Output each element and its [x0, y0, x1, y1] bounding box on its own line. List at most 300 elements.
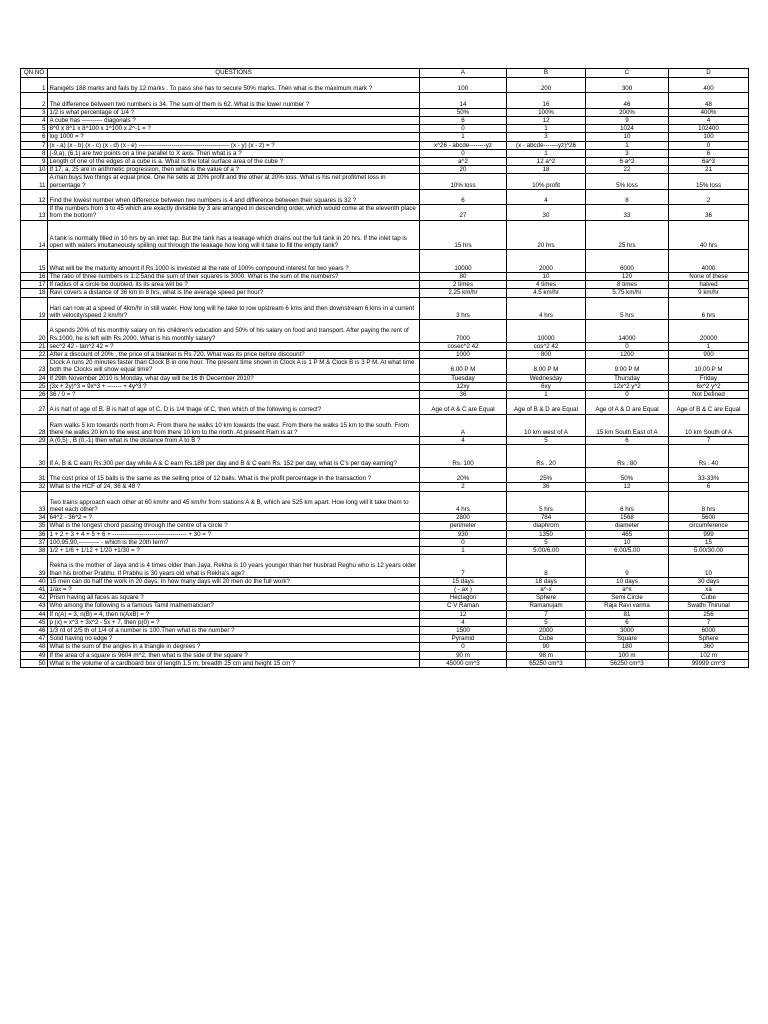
option-c: 8	[586, 189, 669, 204]
option-d: 400%	[669, 108, 749, 116]
option-a: perimeter	[420, 522, 507, 530]
option-a: ( - ax )	[420, 586, 507, 594]
option-b: Cube	[507, 635, 586, 643]
option-d: 40 hrs	[669, 220, 749, 250]
table-row	[21, 538, 749, 546]
option-b: 5	[507, 618, 586, 626]
option-c: 56250 cm^3	[586, 659, 669, 667]
table-row	[21, 78, 749, 93]
question-number: 39	[21, 555, 48, 578]
option-c: 25 hrs	[586, 220, 669, 250]
table-row	[21, 635, 749, 643]
question-number: 9	[21, 158, 48, 166]
option-b: 7	[507, 610, 586, 618]
option-a: a^2	[420, 158, 507, 166]
option-b: Wednesday	[507, 374, 586, 382]
table-row	[21, 250, 749, 273]
question-number: 31	[21, 468, 48, 483]
option-b: 18 days	[507, 577, 586, 585]
question-number: 10	[21, 166, 48, 174]
question-number: 46	[21, 627, 48, 635]
question-number: 2	[21, 93, 48, 108]
option-a: 3 hrs	[420, 297, 507, 320]
option-b: 12	[507, 116, 586, 124]
option-c: 46	[586, 93, 669, 108]
option-b: 90	[507, 643, 586, 651]
question-text: (x - a) (x - b) (x - c) (x - d) (x - e) -------------------------------------------- (x - y) (x - z) = ?	[48, 141, 420, 149]
table-row	[21, 555, 749, 578]
option-a: Age of A & C are Equal	[420, 399, 507, 414]
option-a: 4	[420, 437, 507, 445]
option-d: 7	[669, 437, 749, 445]
option-c: 9	[586, 116, 669, 124]
question-number: 13	[21, 205, 48, 220]
option-a: A	[420, 414, 507, 437]
option-a: 14	[420, 93, 507, 108]
question-number: 38	[21, 547, 48, 555]
option-c: diameter	[586, 522, 669, 530]
question-number: 47	[21, 635, 48, 643]
question-text: What is the sum of the angles in a triangle in degrees ?	[48, 643, 420, 651]
table-row	[21, 530, 749, 538]
option-c: 6000	[586, 250, 669, 273]
option-b: Sphere	[507, 594, 586, 602]
option-b: 36	[507, 483, 586, 491]
question-text: log 1000 = ?	[48, 133, 420, 141]
option-d: 36	[669, 205, 749, 220]
option-a: 6	[420, 189, 507, 204]
question-text: 1/2 is what percentage of 1/4 ?	[48, 108, 420, 116]
option-a: 1	[420, 547, 507, 555]
table-row	[21, 189, 749, 204]
question-text: Length of one of the edges of a cube is a. What is the total surface area of the cube ?	[48, 158, 420, 166]
table-row	[21, 437, 749, 445]
option-c: 6	[586, 437, 669, 445]
option-a: 36	[420, 391, 507, 399]
question-number: 25	[21, 382, 48, 390]
option-b: 5	[507, 437, 586, 445]
option-a: C V Raman	[420, 602, 507, 610]
question-text: After a discount of 20% , the price of a blanket is Rs 720. What was its price before discount?	[48, 351, 420, 359]
table-row	[21, 281, 749, 289]
option-d: Sphere	[669, 635, 749, 643]
question-number: 41	[21, 586, 48, 594]
option-c: 12x^2 y^2	[586, 382, 669, 390]
option-b: 1350	[507, 530, 586, 538]
option-b: 10 km west of A	[507, 414, 586, 437]
option-c: 6	[586, 618, 669, 626]
option-a: 2.25 km/hr	[420, 289, 507, 297]
question-text: Two trains approach each other at 60 km/hr and 45 km/hr from stations A & B, which are 525 km apart. How long will it take them to meet each other?	[48, 491, 420, 514]
option-c: 0	[586, 391, 669, 399]
option-d: 4000	[669, 250, 749, 273]
table-row	[21, 93, 749, 108]
question-number: 17	[21, 281, 48, 289]
option-d: 6x^2 y^2	[669, 382, 749, 390]
option-d: 33-33%	[669, 468, 749, 483]
option-d: 400	[669, 78, 749, 93]
option-c: 1200	[586, 351, 669, 359]
option-d: 9 km/hr	[669, 289, 749, 297]
option-a: 80	[420, 273, 507, 281]
question-table	[20, 68, 749, 668]
header-qn-no: QN NO	[21, 69, 48, 78]
option-c: 6 a^2	[586, 158, 669, 166]
option-d: Age of B & C are Equal	[669, 399, 749, 414]
option-b: 3	[507, 133, 586, 141]
question-number: 15	[21, 250, 48, 273]
option-d: 6	[669, 483, 749, 491]
question-text: What is the volume of a cardboard box of length 1.5 m, breadth 25 cm and height 15 cm ?	[48, 659, 420, 667]
option-b: Ramanujam	[507, 602, 586, 610]
option-b: 2000	[507, 627, 586, 635]
option-a: 20%	[420, 468, 507, 483]
question-number: 4	[21, 116, 48, 124]
option-a: 15 hrs	[420, 220, 507, 250]
option-d: Friday	[669, 374, 749, 382]
question-number: 3	[21, 108, 48, 116]
question-number: 6	[21, 133, 48, 141]
option-d: 102400	[669, 125, 749, 133]
question-text: What is the longest chord passing through the centre of a circle ?	[48, 522, 420, 530]
option-a: 27	[420, 205, 507, 220]
option-a: 12xy	[420, 382, 507, 390]
table-row	[21, 320, 749, 343]
option-c: 14000	[586, 320, 669, 343]
option-a: cosec^2 42	[420, 342, 507, 350]
option-c: 3	[586, 149, 669, 157]
question-text: p (x) = x^3 + 3x^2 - 5x + 7, then p(0) = ?	[48, 618, 420, 626]
option-d: 4	[669, 116, 749, 124]
option-d: circumference	[669, 522, 749, 530]
option-c: Raja Ravi varma	[586, 602, 669, 610]
option-a: 2 times	[420, 281, 507, 289]
option-a: 2800	[420, 514, 507, 522]
option-d: 6	[669, 149, 749, 157]
question-text: 1/2 + 1/6 + 1/12 + 1/20 +1/30 = ?	[48, 547, 420, 555]
table-row	[21, 618, 749, 626]
question-text: The difference between two numbers is 34. The sum of them is 62. What is the lower number ?	[48, 93, 420, 108]
option-c: 200%	[586, 108, 669, 116]
table-row	[21, 166, 749, 174]
option-b: 10000	[507, 320, 586, 343]
option-b: 5 hrs	[507, 491, 586, 514]
option-d: 360	[669, 643, 749, 651]
question-text: Find the lowest number when difference between two numbers is 4 and difference between their squares is 32 ?	[48, 189, 420, 204]
option-b: 10% profit	[507, 174, 586, 189]
table-row	[21, 514, 749, 522]
option-d: Rs . 40	[669, 445, 749, 468]
option-a: 6.00 P M	[420, 359, 507, 374]
question-text: 1/3 rd of 2/5 th of 1/4 of a number is 100.Then what is the number ?	[48, 627, 420, 635]
option-a: 90 m	[420, 651, 507, 659]
option-c: 465	[586, 530, 669, 538]
option-d: 10 km South of A	[669, 414, 749, 437]
option-d: 20000	[669, 320, 749, 343]
option-a: 0	[420, 149, 507, 157]
question-number: 12	[21, 189, 48, 204]
option-c: 81	[586, 610, 669, 618]
option-c: 1	[586, 141, 669, 149]
option-d: Swathi Thirunal	[669, 602, 749, 610]
question-number: 30	[21, 445, 48, 468]
option-a: 12	[420, 610, 507, 618]
option-d: 5600	[669, 514, 749, 522]
question-text: Ram walks 5 km towards north from A. From there he walks 10 km towards the east. From there he walks 15 km to the south. From there he walks 20 km to the west and from there 10 km to the north. At present Ram is at ?	[48, 414, 420, 437]
option-a: 15 days	[420, 577, 507, 585]
option-b: 100%	[507, 108, 586, 116]
table-row	[21, 382, 749, 390]
option-b: 5.00/6.00	[507, 547, 586, 555]
option-a: 45000 cm^3	[420, 659, 507, 667]
table-row	[21, 133, 749, 141]
option-d: 21	[669, 166, 749, 174]
option-b: 4 hrs	[507, 297, 586, 320]
option-d: 6 hrs	[669, 297, 749, 320]
table-row	[21, 220, 749, 250]
option-c: Square	[586, 635, 669, 643]
question-number: 26	[21, 391, 48, 399]
option-d: 999	[669, 530, 749, 538]
option-a: Hectagon	[420, 594, 507, 602]
question-text: A cube has ---------- diagonals ?	[48, 116, 420, 124]
table-row	[21, 273, 749, 281]
question-number: 42	[21, 594, 48, 602]
question-number: 49	[21, 651, 48, 659]
option-d: 0	[669, 141, 749, 149]
question-text: If n(A) = 3, n(B) = 4, then n(AxB) = ?	[48, 610, 420, 618]
option-d: 30 days	[669, 577, 749, 585]
option-d: 48	[669, 93, 749, 108]
option-a: 1000	[420, 351, 507, 359]
question-number: 32	[21, 483, 48, 491]
option-d: 99999 cm^3	[669, 659, 749, 667]
option-c: 3000	[586, 627, 669, 635]
question-text: Clock A runs 20 minutes faster than Clock B in one hour. The present time shown in Clock A is 1 P M & Clock B is 3 P M. At what time both the Clocks will show equal time?	[48, 359, 420, 374]
question-number: 33	[21, 491, 48, 514]
question-text: (-9,a), (6,1) are two points on a line parallel to X axis. Then what is a ?	[48, 149, 420, 157]
option-d: None of these	[669, 273, 749, 281]
option-b: 30	[507, 205, 586, 220]
option-d: 10	[669, 555, 749, 578]
option-a: 100	[420, 78, 507, 93]
table-row	[21, 547, 749, 555]
table-row	[21, 141, 749, 149]
option-b: 12 a^2	[507, 158, 586, 166]
question-text: Rekha is the mother of Jaya and is 4 times older than Jaya. Rekha is 10 years younger than her husbrad Reghu who is 12 years older than his brother Prabhu. If Prabhu is 30 years old what is Rekha's age?	[48, 555, 420, 578]
option-d: 5.00/30.00	[669, 547, 749, 555]
option-d: 6a^3	[669, 158, 749, 166]
table-row	[21, 374, 749, 382]
question-number: 40	[21, 577, 48, 585]
option-a: 0	[420, 538, 507, 546]
table-row	[21, 125, 749, 133]
option-a: 4	[420, 618, 507, 626]
question-number: 5	[21, 125, 48, 133]
option-d: 15	[669, 538, 749, 546]
question-text: 1 + 2 + 3 + 4 + 5 + 6 + ------------------------------------ + 30 = ?	[48, 530, 420, 538]
question-number: 36	[21, 530, 48, 538]
option-c: 0	[586, 342, 669, 350]
option-a: 7	[420, 555, 507, 578]
table-row	[21, 174, 749, 189]
option-c: 120	[586, 273, 669, 281]
question-text: sec^2 42 - tan^2 42 = ?	[48, 342, 420, 350]
option-c: 10	[586, 538, 669, 546]
question-number: 35	[21, 522, 48, 530]
question-number: 7	[21, 141, 48, 149]
table-row	[21, 651, 749, 659]
question-text: (3x + 2y)^3 = 9x^3 + ------- + 4y^3 ?	[48, 382, 420, 390]
question-text: The ratio of three numbers is 1:2:5and the sum of their squares is 3000. What is the sum of the numbers?	[48, 273, 420, 281]
option-c: 5.75 km/hr	[586, 289, 669, 297]
option-c: 50%	[586, 468, 669, 483]
option-b: 16	[507, 93, 586, 108]
question-text: If 17, a, 25 are in arithmetic progression, then what is the value of a ?	[48, 166, 420, 174]
option-c: 300	[586, 78, 669, 93]
option-c: a^x	[586, 586, 669, 594]
option-d: halved	[669, 281, 749, 289]
question-text: If radius of a circle be doubled, its its area will be ?	[48, 281, 420, 289]
question-text: What will be the maturity amount if Rs.1000 is invested at the rate of 100% compound interest for two years ?	[48, 250, 420, 273]
option-a: 10000	[420, 250, 507, 273]
question-text: Solid having no edge ?	[48, 635, 420, 643]
table-row	[21, 577, 749, 585]
question-number: 22	[21, 351, 48, 359]
question-text: If the area of a square is 9604 m^2, then what is the side of the square ?	[48, 651, 420, 659]
question-number: 18	[21, 289, 48, 297]
option-b: diaphrom	[507, 522, 586, 530]
option-b: 1	[507, 125, 586, 133]
question-text: 100,95,90,---------- - which is the 20th term?	[48, 538, 420, 546]
question-text: What is the HCF of 24, 36 & 48 ?	[48, 483, 420, 491]
option-a: 50%	[420, 108, 507, 116]
question-text: A man buys two things at equal price. One he sells at 10% profit and the other at 20% loss. What is his net profit/net loss in percentage ?	[48, 174, 420, 189]
option-c: Age of A & D are Equal	[586, 399, 669, 414]
question-rows	[21, 78, 749, 668]
option-d: 7	[669, 618, 749, 626]
table-row	[21, 205, 749, 220]
question-text: If the numbers from 3 to 45 which are exactly divisible by 3 are arranged in descending order, which would come at the eleventh place from the bottom?	[48, 205, 420, 220]
option-c: 6 hrs	[586, 491, 669, 514]
option-c: 180	[586, 643, 669, 651]
table-row	[21, 522, 749, 530]
option-b: 784	[507, 514, 586, 522]
option-d: 100	[669, 133, 749, 141]
option-c: 10 days	[586, 577, 669, 585]
option-d: xa	[669, 586, 749, 594]
question-number: 50	[21, 659, 48, 667]
option-d: 256	[669, 610, 749, 618]
question-number: 48	[21, 643, 48, 651]
option-a: 10% loss	[420, 174, 507, 189]
question-number: 29	[21, 437, 48, 445]
question-text: 15 men can do half the work in 20 days. In how many days will 20 men do the full work?	[48, 577, 420, 585]
question-text: 64^2 - 36^2 = ?	[48, 514, 420, 522]
option-c: Rs . 80	[586, 445, 669, 468]
table-row	[21, 659, 749, 667]
option-b: 1	[507, 149, 586, 157]
table-row	[21, 414, 749, 437]
header-row	[21, 69, 749, 78]
question-number: 43	[21, 602, 48, 610]
table-row	[21, 445, 749, 468]
table-row	[21, 351, 749, 359]
header-questions: QUESTIONS	[48, 69, 420, 78]
option-c: 12	[586, 483, 669, 491]
option-b: 65250 cm^3	[507, 659, 586, 667]
header-option-b: B	[507, 69, 586, 78]
option-a: 20	[420, 166, 507, 174]
option-c: 1024	[586, 125, 669, 133]
table-row	[21, 468, 749, 483]
option-d: Not Defined	[669, 391, 749, 399]
option-c: Thursday	[586, 374, 669, 382]
option-c: 6.00/5.00	[586, 547, 669, 555]
option-d: 1	[669, 342, 749, 350]
option-a: Rs. 100	[420, 445, 507, 468]
question-number: 20	[21, 320, 48, 343]
question-text: Hari can row at a speed of 4km/hr in still water. How long will he take to row upstream 6 kms and then downstream 6 kms in a current with velocity/speed 2 km/hr?	[48, 297, 420, 320]
option-c: Semi Circle	[586, 594, 669, 602]
question-number: 14	[21, 220, 48, 250]
question-text: 8^0 x 8^1 x 8^100 x 1^100 x 2^-1 = ?	[48, 125, 420, 133]
question-number: 45	[21, 618, 48, 626]
question-number: 34	[21, 514, 48, 522]
option-a: 2	[420, 483, 507, 491]
option-b: Rs . 20	[507, 445, 586, 468]
option-b: 1	[507, 391, 586, 399]
option-a: 7000	[420, 320, 507, 343]
option-a: Tuesday	[420, 374, 507, 382]
option-b: 20 hrs	[507, 220, 586, 250]
option-d: 10.00 P M	[669, 359, 749, 374]
question-text: If 29th November 2010 is Monday, what day will be 16 th December 2010?	[48, 374, 420, 382]
question-text: 36 / 0 = ?	[48, 391, 420, 399]
header-option-d: D	[669, 69, 749, 78]
table-row	[21, 594, 749, 602]
option-c: 33	[586, 205, 669, 220]
option-d: Cube	[669, 594, 749, 602]
option-a: Pyramid	[420, 635, 507, 643]
option-d: 900	[669, 351, 749, 359]
question-number: 27	[21, 399, 48, 414]
option-d: 2	[669, 189, 749, 204]
question-text: Ravi covers a distance of 36 km in 8 hrs, what is the average speed per hour?	[48, 289, 420, 297]
table-row	[21, 158, 749, 166]
option-b: 800	[507, 351, 586, 359]
table-row	[21, 643, 749, 651]
option-a: 6	[420, 116, 507, 124]
option-b: Age of B & D are Equal	[507, 399, 586, 414]
option-b: 98 m	[507, 651, 586, 659]
option-d: 6000	[669, 627, 749, 635]
question-text: A spends 20% of his monthly salary on his children's education and 50% of his salary on food and transport. After paying the rent of Rs.1000, he is left with Rs 2000. What is his monthly salary?	[48, 320, 420, 343]
option-d: 8 hrs	[669, 491, 749, 514]
option-a: x^26 - abcde--------yz	[420, 141, 507, 149]
table-row	[21, 289, 749, 297]
question-number: 37	[21, 538, 48, 546]
question-number: 19	[21, 297, 48, 320]
option-c: 1568	[586, 514, 669, 522]
option-b: cos^2 42	[507, 342, 586, 350]
option-a: 0	[420, 643, 507, 651]
table-row	[21, 627, 749, 635]
table-row	[21, 610, 749, 618]
option-b: 5	[507, 538, 586, 546]
question-text: 1/ax = ?	[48, 586, 420, 594]
option-c: 5% loss	[586, 174, 669, 189]
